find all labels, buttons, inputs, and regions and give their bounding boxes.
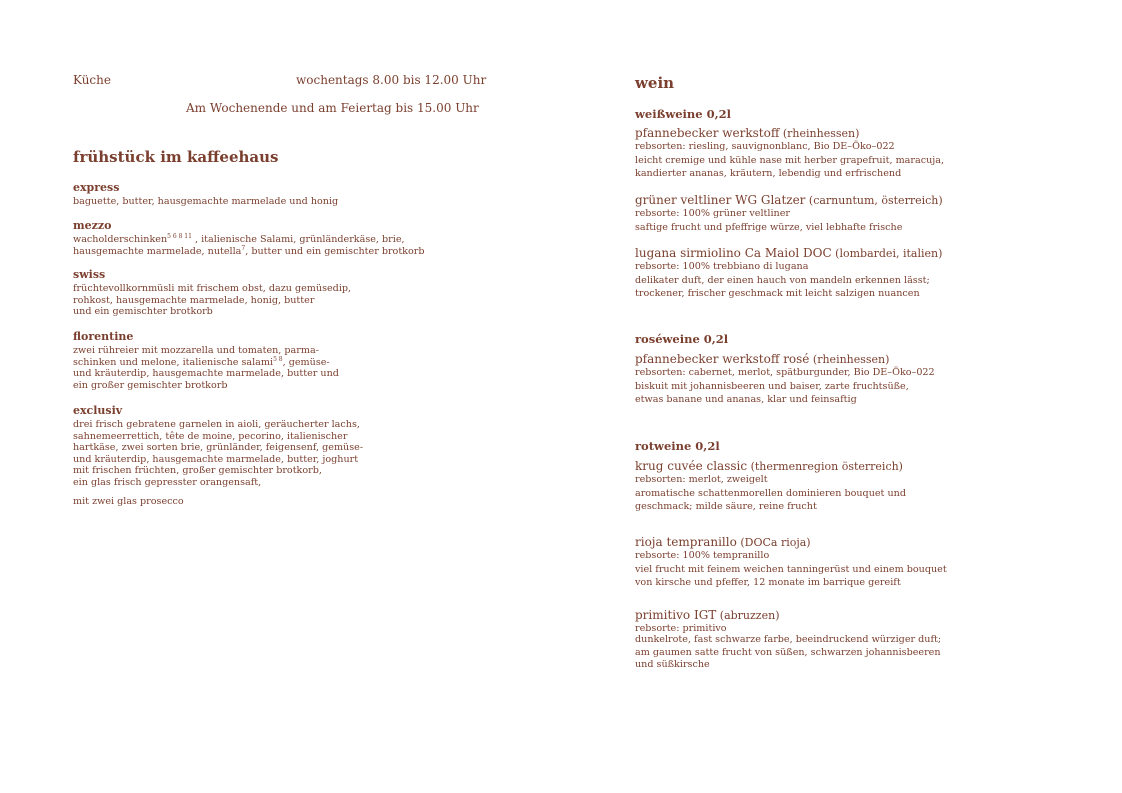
desc-part: , gemüse- und kräuterdip, hausgemachte marmelade, butter und ein großer gemischter brotkorb <box>73 356 339 391</box>
wine-grapes: rebsorte: 100% tempranillo <box>635 550 770 561</box>
wine-description: viel frucht mit feinem weichen tanningerüst und einem bouquet von kirsche und pfeffer, 12 monate im barrique gereift <box>635 564 947 588</box>
wine-description: aromatische schattenmorellen dominieren bouquet und geschmack; milde säure, reine frucht <box>635 488 906 512</box>
wine-item <box>635 608 1075 672</box>
item-name: florentine <box>73 330 134 343</box>
wine-grapes: rebsorte: 100% trebbiano di lugana <box>635 261 809 272</box>
wine-item <box>635 193 1075 235</box>
desc-part: zwei rühreier mit mozzarella und tomaten, parma- schinken und melone, italienische salami <box>73 345 319 368</box>
white-wine-heading: weißweine 0,2l <box>635 107 731 121</box>
wine-item <box>635 535 1075 589</box>
wine-name: grüner veltliner WG Glatzer (carnuntum, österreich) <box>635 193 943 207</box>
weekend-hours: Am Wochenende und am Feiertag bis 15.00 Uhr <box>186 101 479 115</box>
item-description <box>73 345 513 391</box>
item-name: express <box>73 181 120 194</box>
wine-description: biskuit mit johannisbeeren und baiser, zarte fruchtsüße, etwas banane und ananas, klar und feinsaftig <box>635 381 909 405</box>
menu-item-swiss <box>73 268 513 318</box>
wine-grapes: rebsorten: riesling, sauvignonblanc, Bio DE–Öko–022 <box>635 141 895 152</box>
wine-grapes: rebsorte: primitivo <box>635 623 727 634</box>
item-name: mezzo <box>73 219 112 232</box>
wine-description: delikater duft, der einen hauch von mandeln erkennen lässt; trockener, frischer geschmack mit leicht salzigen nuancen <box>635 275 930 299</box>
menu-item-exclusiv <box>73 404 513 508</box>
wine-grapes: rebsorte: 100% grüner veltliner <box>635 208 790 219</box>
wine-grapes: rebsorten: merlot, zweigelt <box>635 474 768 485</box>
allergen-note: 7 <box>241 244 246 252</box>
desc-part: , italienische Salami, grünländerkäse, brie, hausgemachte marmelade, nutella <box>73 234 405 257</box>
item-description <box>73 234 513 257</box>
kitchen-label: Küche <box>73 73 111 87</box>
menu-item-express <box>73 181 513 208</box>
menu-item-mezzo <box>73 219 513 257</box>
wine-grapes: rebsorten: cabernet, merlot, spätburgunder, Bio DE–Öko–022 <box>635 367 935 378</box>
wine-description: dunkelrote, fast schwarze farbe, beeindruckend würziger duft; am gaumen satte frucht von süßen, schwarzen johannisbeeren und süßkirsche <box>635 634 942 670</box>
item-description: früchtevollkornmüsli mit frischem obst, dazu gemüsedip, rohkost, hausgemachte marmelade, honig, butter und ein gemischter brotkorb <box>73 283 352 317</box>
wine-name: pfannebecker werkstoff rosé (rheinhessen) <box>635 352 890 366</box>
rose-wine-heading: roséweine 0,2l <box>635 332 729 346</box>
allergen-note: 5 8 <box>273 355 283 363</box>
wine-name: rioja tempranillo (DOCa rioja) <box>635 535 811 549</box>
wine-name: krug cuvée classic (thermenregion österreich) <box>635 459 903 473</box>
red-wine-heading: rotweine 0,2l <box>635 439 720 453</box>
wine-item <box>635 352 1075 406</box>
wine-name: lugana sirmiolino Ca Maiol DOC (lombardei, italien) <box>635 246 943 260</box>
item-extra: mit zwei glas prosecco <box>73 496 184 507</box>
wine-name: primitivo IGT (abruzzen) <box>635 608 780 622</box>
wine-item <box>635 246 1075 300</box>
breakfast-title: frühstück im kaffeehaus <box>73 148 279 166</box>
wine-description: leicht cremige und kühle nase mit herber grapefruit, maracuja, kandierter ananas, kräutern, lebendig und erfrischend <box>635 155 944 179</box>
desc-part: , butter und ein gemischter brotkorb <box>245 245 425 257</box>
item-description: baguette, butter, hausgemachte marmelade und honig <box>73 196 339 207</box>
wine-name: pfannebecker werkstoff (rheinhessen) <box>635 126 860 140</box>
item-name: swiss <box>73 268 106 281</box>
wine-item <box>635 459 1075 513</box>
menu-item-florentine <box>73 330 513 391</box>
weekday-hours: wochentags 8.00 bis 12.00 Uhr <box>296 73 487 87</box>
item-name: exclusiv <box>73 404 123 417</box>
wine-item <box>635 126 1075 180</box>
wine-description: saftige frucht und pfeffrige würze, viel lebhafte frische <box>635 222 903 233</box>
item-description: drei frisch gebratene garnelen in aioli, geräucherter lachs, sahnemeerrettich, tête de moine, pecorino, italienischer hartkäse, zwei sorten brie, grünländer, feigensenf, gemüse- und kräuterdip, hausgemachte marmelade, butter, joghurt mit frischen früchten, großer gemischter brotkorb, ein glas frisch gepresster orangensaft, <box>73 419 364 488</box>
desc-part: wacholderschinken <box>73 234 168 245</box>
wine-title: wein <box>635 74 675 92</box>
allergen-note: 5 6 8 11 <box>167 232 192 240</box>
